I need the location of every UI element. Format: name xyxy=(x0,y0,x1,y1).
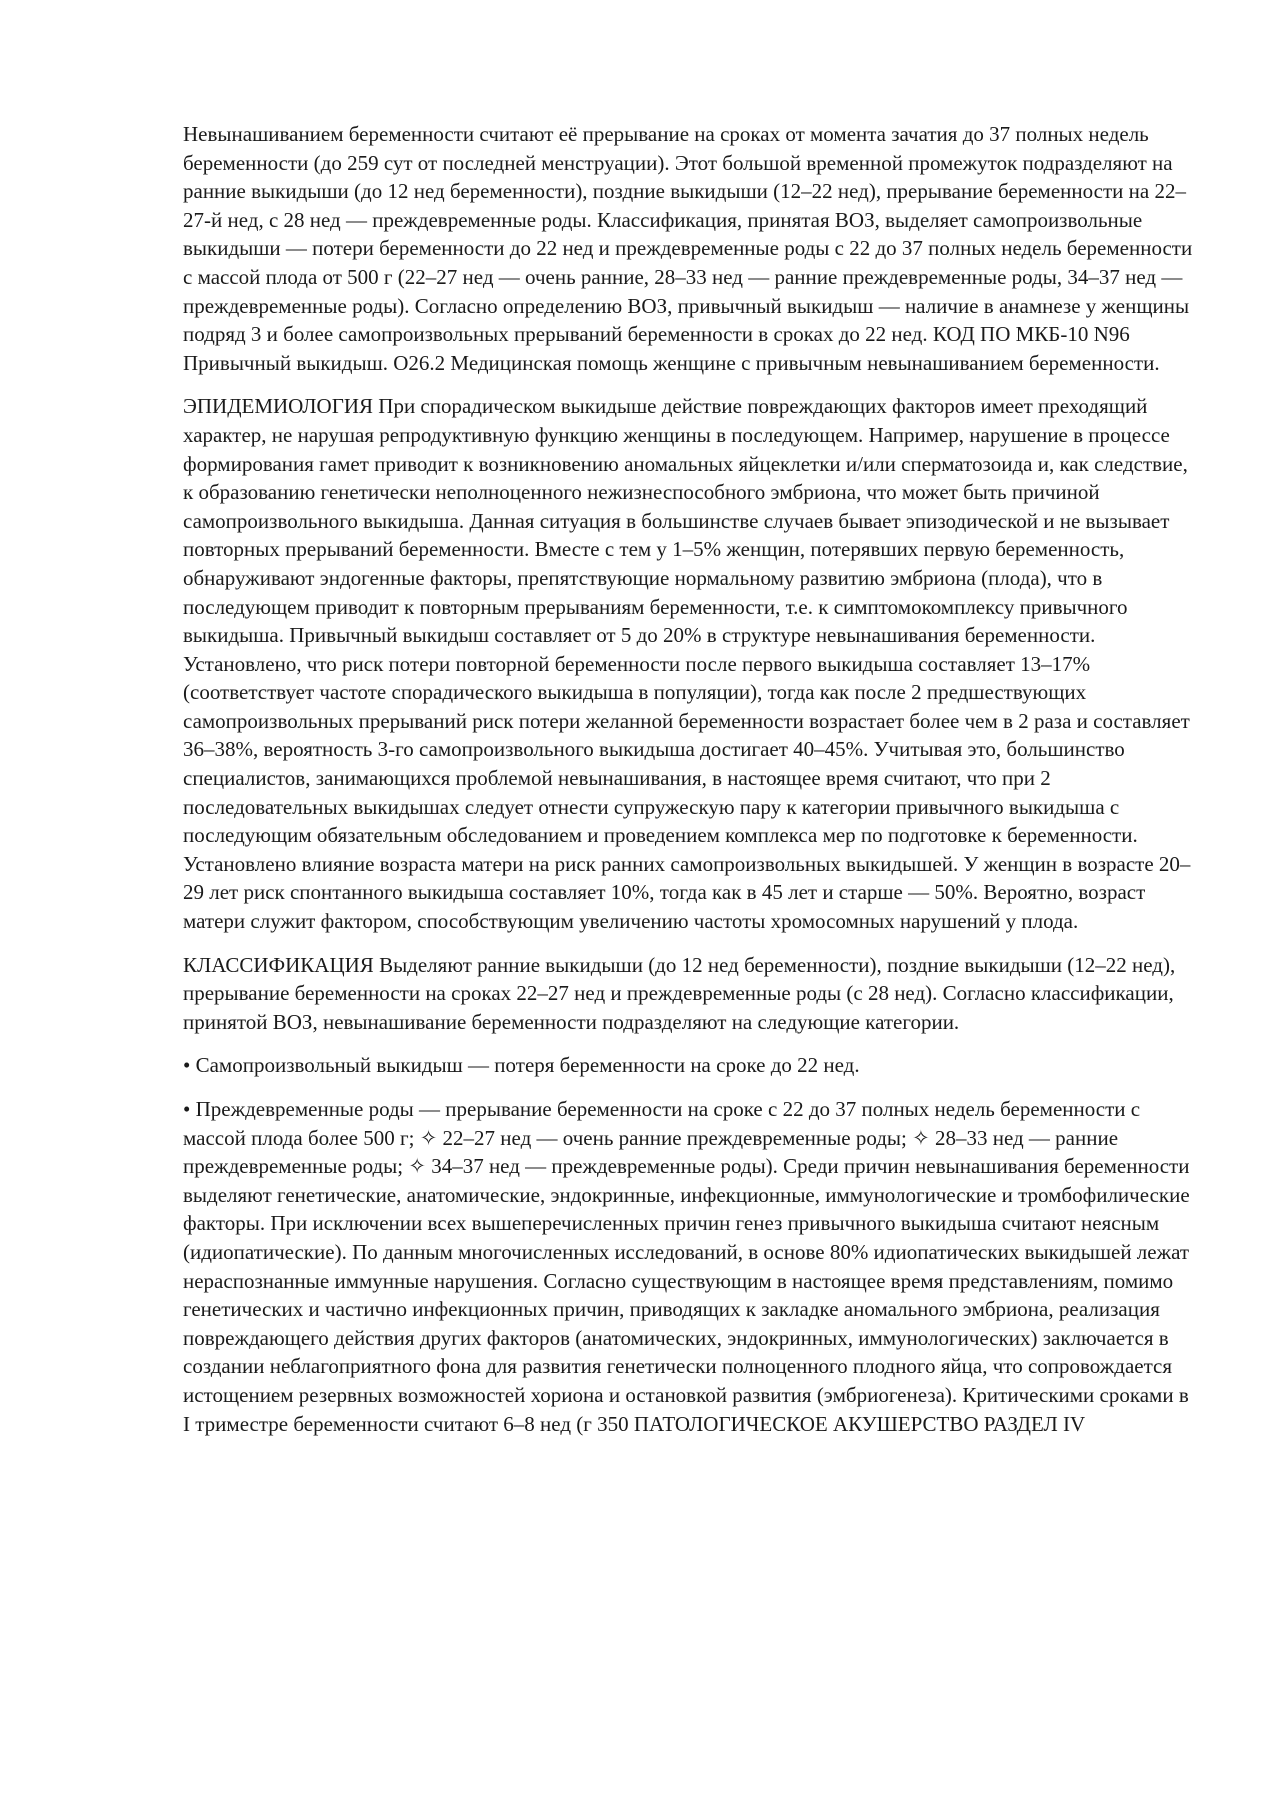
paragraph-epidemiology: ЭПИДЕМИОЛОГИЯ При спорадическом выкидыше действие повреждающих факторов имеет преходящий характер, не нарушая репродуктивную функцию женщины в последующем. Например, нарушение в процессе формирования гамет приводит к возникновению аномальных яйцеклетки и/или сперматозоида и, как следствие, к образованию генетически неполноценного нежизнеспособного эмбриона, что может быть причиной самопроизвольного выкидыша. Данная ситуация в большинстве случаев бывает эпизодической и не вызывает повторных прерываний беременности. Вместе с тем у 1–5% женщин, потерявших первую беременность, обнаруживают эндогенные факторы, препятствующие нормальному развитию эмбриона (плода), что в последующем приводит к повторным прерываниям беременности, т.е. к симптомокомплексу привычного выкидыша. Привычный выкидыш составляет от 5 до 20% в структуре невынашивания беременности. Установлено, что риск потери повторной беременности после первого выкидыша составляет 13–17% (соответствует частоте спорадического выкидыша в популяции), тогда как после 2 предшествующих самопроизвольных прерываний риск потери желанной беременности возрастает более чем в 2 раза и составляет 36–38%, вероятность 3-го самопроизвольного выкидыша достигает 40–45%. Учитывая это, большинство специалистов, занимающихся проблемой невынашивания, в настоящее время считают, что при 2 последовательных выкидышах следует отнести супружескую пару к категории привычного выкидыша с последующим обязательным обследованием и проведением комплекса мер по подготовке к беременности. Установлено влияние возраста матери на риск ранних самопроизвольных выкидышей. У женщин в возрасте 20–29 лет риск спонтанного выкидыша составляет 10%, тогда как в 45 лет и старше — 50%. Вероятно, возраст матери служит фактором, способствующим увеличению частоты хромосомных нарушений у плода. xyxy=(183,394,1191,934)
document-page xyxy=(183,120,1195,1453)
bullet-preterm-birth: • Преждевременные роды — прерывание беременности на сроке с 22 до 37 полных недель беременности с массой плода более 500 г; ✧ 22–27 нед — очень ранние преждевременные роды; ✧ 28–33 нед — ранние преждевременные роды; ✧ 34–37 нед — преждевременные роды). Среди причин невынашивания беременности выделяют генетические, анатомические, эндокринные, инфекционные, иммунологические и тромбофилические факторы. При исключении всех вышеперечисленных причин генез привычного выкидыша считают неясным (идиопатические). По данным многочисленных исследований, в основе 80% идиопатических выкидышей лежат нераспознанные иммунные нарушения. Согласно существующим в настоящее время представлениям, помимо генетических и частично инфекционных причин, приводящих к закладке аномального эмбриона, реализация повреждающего действия других факторов (анатомических, эндокринных, иммунологических) заключается в создании неблагоприятного фона для развития генетически полноценного плодного яйца, что сопровождается истощением резервных возможностей хориона и остановкой развития (эмбриогенеза). Критическими сроками в I триместре беременности считают 6–8 нед (г 350 ПАТОЛОГИЧЕСКОЕ АКУШЕРСТВО РАЗДЕЛ IV xyxy=(183,1097,1190,1436)
paragraph-classification: КЛАССИФИКАЦИЯ Выделяют ранние выкидыши (до 12 нед беременности), поздние выкидыши (12–22 нед), прерывание беременности на сроках 22–27 нед и преждевременные роды (с 28 нед). Согласно классификации, принятой ВОЗ, невынашивание беременности подразделяют на следующие категории. xyxy=(183,952,1176,1034)
paragraph-definition: Невынашиванием беременности считают её прерывание на сроках от момента зачатия до 37 полных недель беременности (до 259 сут от последней менструации). Этот большой временной промежуток подразделяют на ранние выкидыши (до 12 нед беременности), поздние выкидыши (12–22 нед), прерывание беременности на 22–27-й нед, с 28 нед — преждевременные роды. Классификация, принятая ВОЗ, выделяет самопроизвольные выкидыши — потери беременности до 22 нед и преждевременные роды с 22 до 37 полных недель беременности с массой плода от 500 г (22–27 нед — очень ранние, 28–33 нед — ранние преждевременные роды, 34–37 нед — преждевременные роды). Согласно определению ВОЗ, привычный выкидыш — наличие в анамнезе у женщины подряд 3 и более самопроизвольных прерываний беременности в сроках до 22 нед. КОД ПО МКБ-10 N96 Привычный выкидыш. O26.2 Медицинская помощь женщине с привычным невынашиванием беременности. xyxy=(183,122,1193,375)
bullet-spontaneous-miscarriage: • Самопроизвольный выкидыш — потеря беременности на сроке до 22 нед. xyxy=(183,1053,860,1078)
